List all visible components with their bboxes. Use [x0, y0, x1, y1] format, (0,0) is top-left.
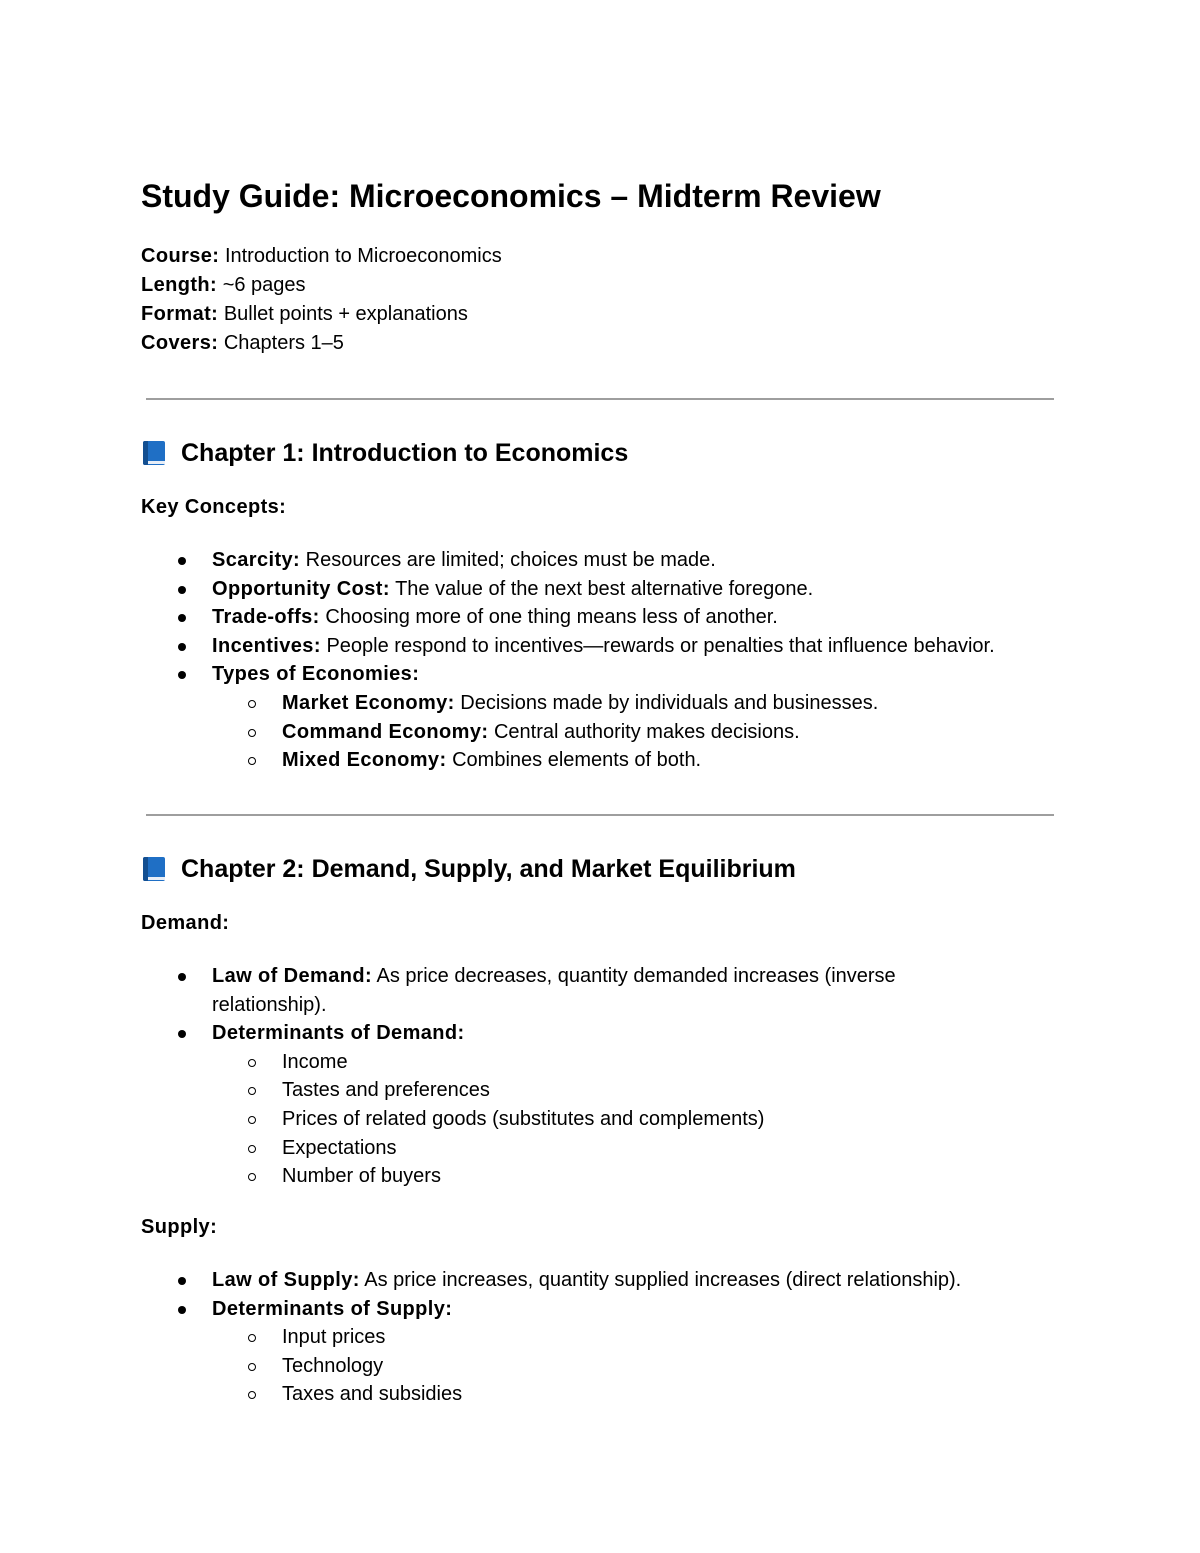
list-item [0, 603, 995, 632]
blue-book-icon [141, 856, 167, 882]
list-item-nested [0, 1352, 961, 1381]
determinant: Input prices [282, 1326, 386, 1349]
meta-length [141, 271, 502, 300]
term: Types of Economies: [212, 663, 420, 686]
hollow-bullet-icon [248, 1334, 256, 1342]
chapter-1-heading [141, 435, 628, 471]
list-item-nested [0, 1076, 972, 1105]
key-concepts-subheading: Key Concepts: [141, 496, 287, 518]
hollow-bullet-icon [248, 1145, 256, 1153]
list-item-nested [0, 1134, 972, 1163]
meta-label: Course: [141, 245, 220, 267]
demand-list [0, 962, 972, 1191]
term: Mixed Economy: [282, 749, 447, 772]
list-item-nested [0, 1048, 972, 1077]
determinant: Tastes and preferences [282, 1079, 490, 1102]
term: Market Economy: [282, 691, 455, 714]
list-item-nested [0, 1105, 972, 1134]
meta-covers [141, 329, 502, 358]
meta-value: Introduction to Microeconomics [224, 245, 502, 267]
list-item [0, 962, 972, 1019]
meta-format [141, 300, 502, 329]
list-item-nested [0, 746, 995, 775]
definition: As price increases, quantity supplied increases (direct relationship). [364, 1269, 962, 1291]
list-item [0, 1266, 961, 1295]
bullet-icon [178, 586, 186, 594]
list-item-nested [0, 689, 995, 718]
list-item-nested [0, 1323, 961, 1352]
determinant: Expectations [282, 1136, 397, 1159]
meta-value: ~6 pages [222, 274, 306, 296]
list-item-nested [0, 1162, 972, 1191]
hollow-bullet-icon [248, 757, 256, 765]
definition: Resources are limited; choices must be made. [305, 549, 716, 571]
chapter-heading-text: Chapter 2: Demand, Supply, and Market Equilibrium [181, 854, 796, 883]
definition: Combines elements of both. [452, 749, 702, 772]
definition: Choosing more of one thing means less of another. [325, 606, 778, 629]
hollow-bullet-icon [248, 700, 256, 708]
hollow-bullet-icon [248, 1087, 256, 1095]
determinant: Prices of related goods (substitutes and complements) [282, 1107, 765, 1130]
meta-value: Chapters 1–5 [223, 332, 344, 354]
term: Incentives: [212, 634, 321, 657]
definition: The value of the next best alternative foregone. [395, 577, 814, 600]
term: Opportunity Cost: [212, 577, 390, 600]
chapter-heading-text: Chapter 1: Introduction to Economics [181, 438, 629, 467]
bullet-icon [178, 671, 186, 679]
demand-subheading: Demand: [141, 912, 230, 934]
bullet-icon [178, 557, 186, 565]
horizontal-divider [146, 814, 1054, 816]
bullet-icon [178, 643, 186, 651]
bullet-icon [178, 1306, 186, 1314]
meta-label: Format: [141, 303, 219, 325]
list-item-nested [0, 1380, 961, 1409]
list-item [0, 632, 995, 661]
meta-label: Covers: [141, 332, 219, 354]
bullet-icon [178, 1030, 186, 1038]
determinant: Number of buyers [282, 1165, 441, 1188]
determinant: Income [282, 1050, 348, 1073]
list-item [0, 546, 995, 575]
list-item [0, 1295, 961, 1324]
definition: Decisions made by individuals and businesses. [460, 691, 879, 714]
hollow-bullet-icon [248, 1173, 256, 1181]
term: Scarcity: [212, 549, 301, 571]
meta-value: Bullet points + explanations [223, 303, 468, 325]
definition: Central authority makes decisions. [493, 720, 800, 743]
term: Law of Demand: [212, 965, 373, 987]
term: Determinants of Demand: [212, 1022, 465, 1045]
term: Trade-offs: [212, 606, 320, 629]
supply-subheading: Supply: [141, 1216, 218, 1238]
list-item [0, 575, 995, 604]
meta-label: Length: [141, 274, 218, 296]
determinant: Technology [282, 1354, 384, 1377]
list-item [0, 1019, 972, 1048]
bullet-icon [178, 614, 186, 622]
term: Determinants of Supply: [212, 1297, 453, 1320]
list-item-nested [0, 718, 995, 747]
definition: As price decreases, quantity demanded increases (inverse relationship). [212, 965, 896, 1016]
list-item [0, 660, 995, 689]
key-concepts-list [0, 546, 995, 775]
hollow-bullet-icon [248, 1363, 256, 1371]
blue-book-icon [141, 440, 167, 466]
horizontal-divider [146, 398, 1054, 400]
course-metadata [141, 242, 502, 358]
meta-course [141, 242, 502, 271]
term: Law of Supply: [212, 1269, 360, 1291]
hollow-bullet-icon [248, 1059, 256, 1067]
term: Command Economy: [282, 720, 489, 743]
bullet-icon [178, 1277, 186, 1285]
bullet-icon [178, 973, 186, 981]
supply-list [0, 1266, 961, 1409]
hollow-bullet-icon [248, 729, 256, 737]
hollow-bullet-icon [248, 1391, 256, 1399]
document-title: Study Guide: Microeconomics – Midterm Review [141, 178, 881, 214]
definition: People respond to incentives—rewards or penalties that influence behavior. [326, 634, 995, 657]
determinant: Taxes and subsidies [282, 1383, 463, 1406]
hollow-bullet-icon [248, 1116, 256, 1124]
chapter-2-heading [141, 851, 796, 887]
